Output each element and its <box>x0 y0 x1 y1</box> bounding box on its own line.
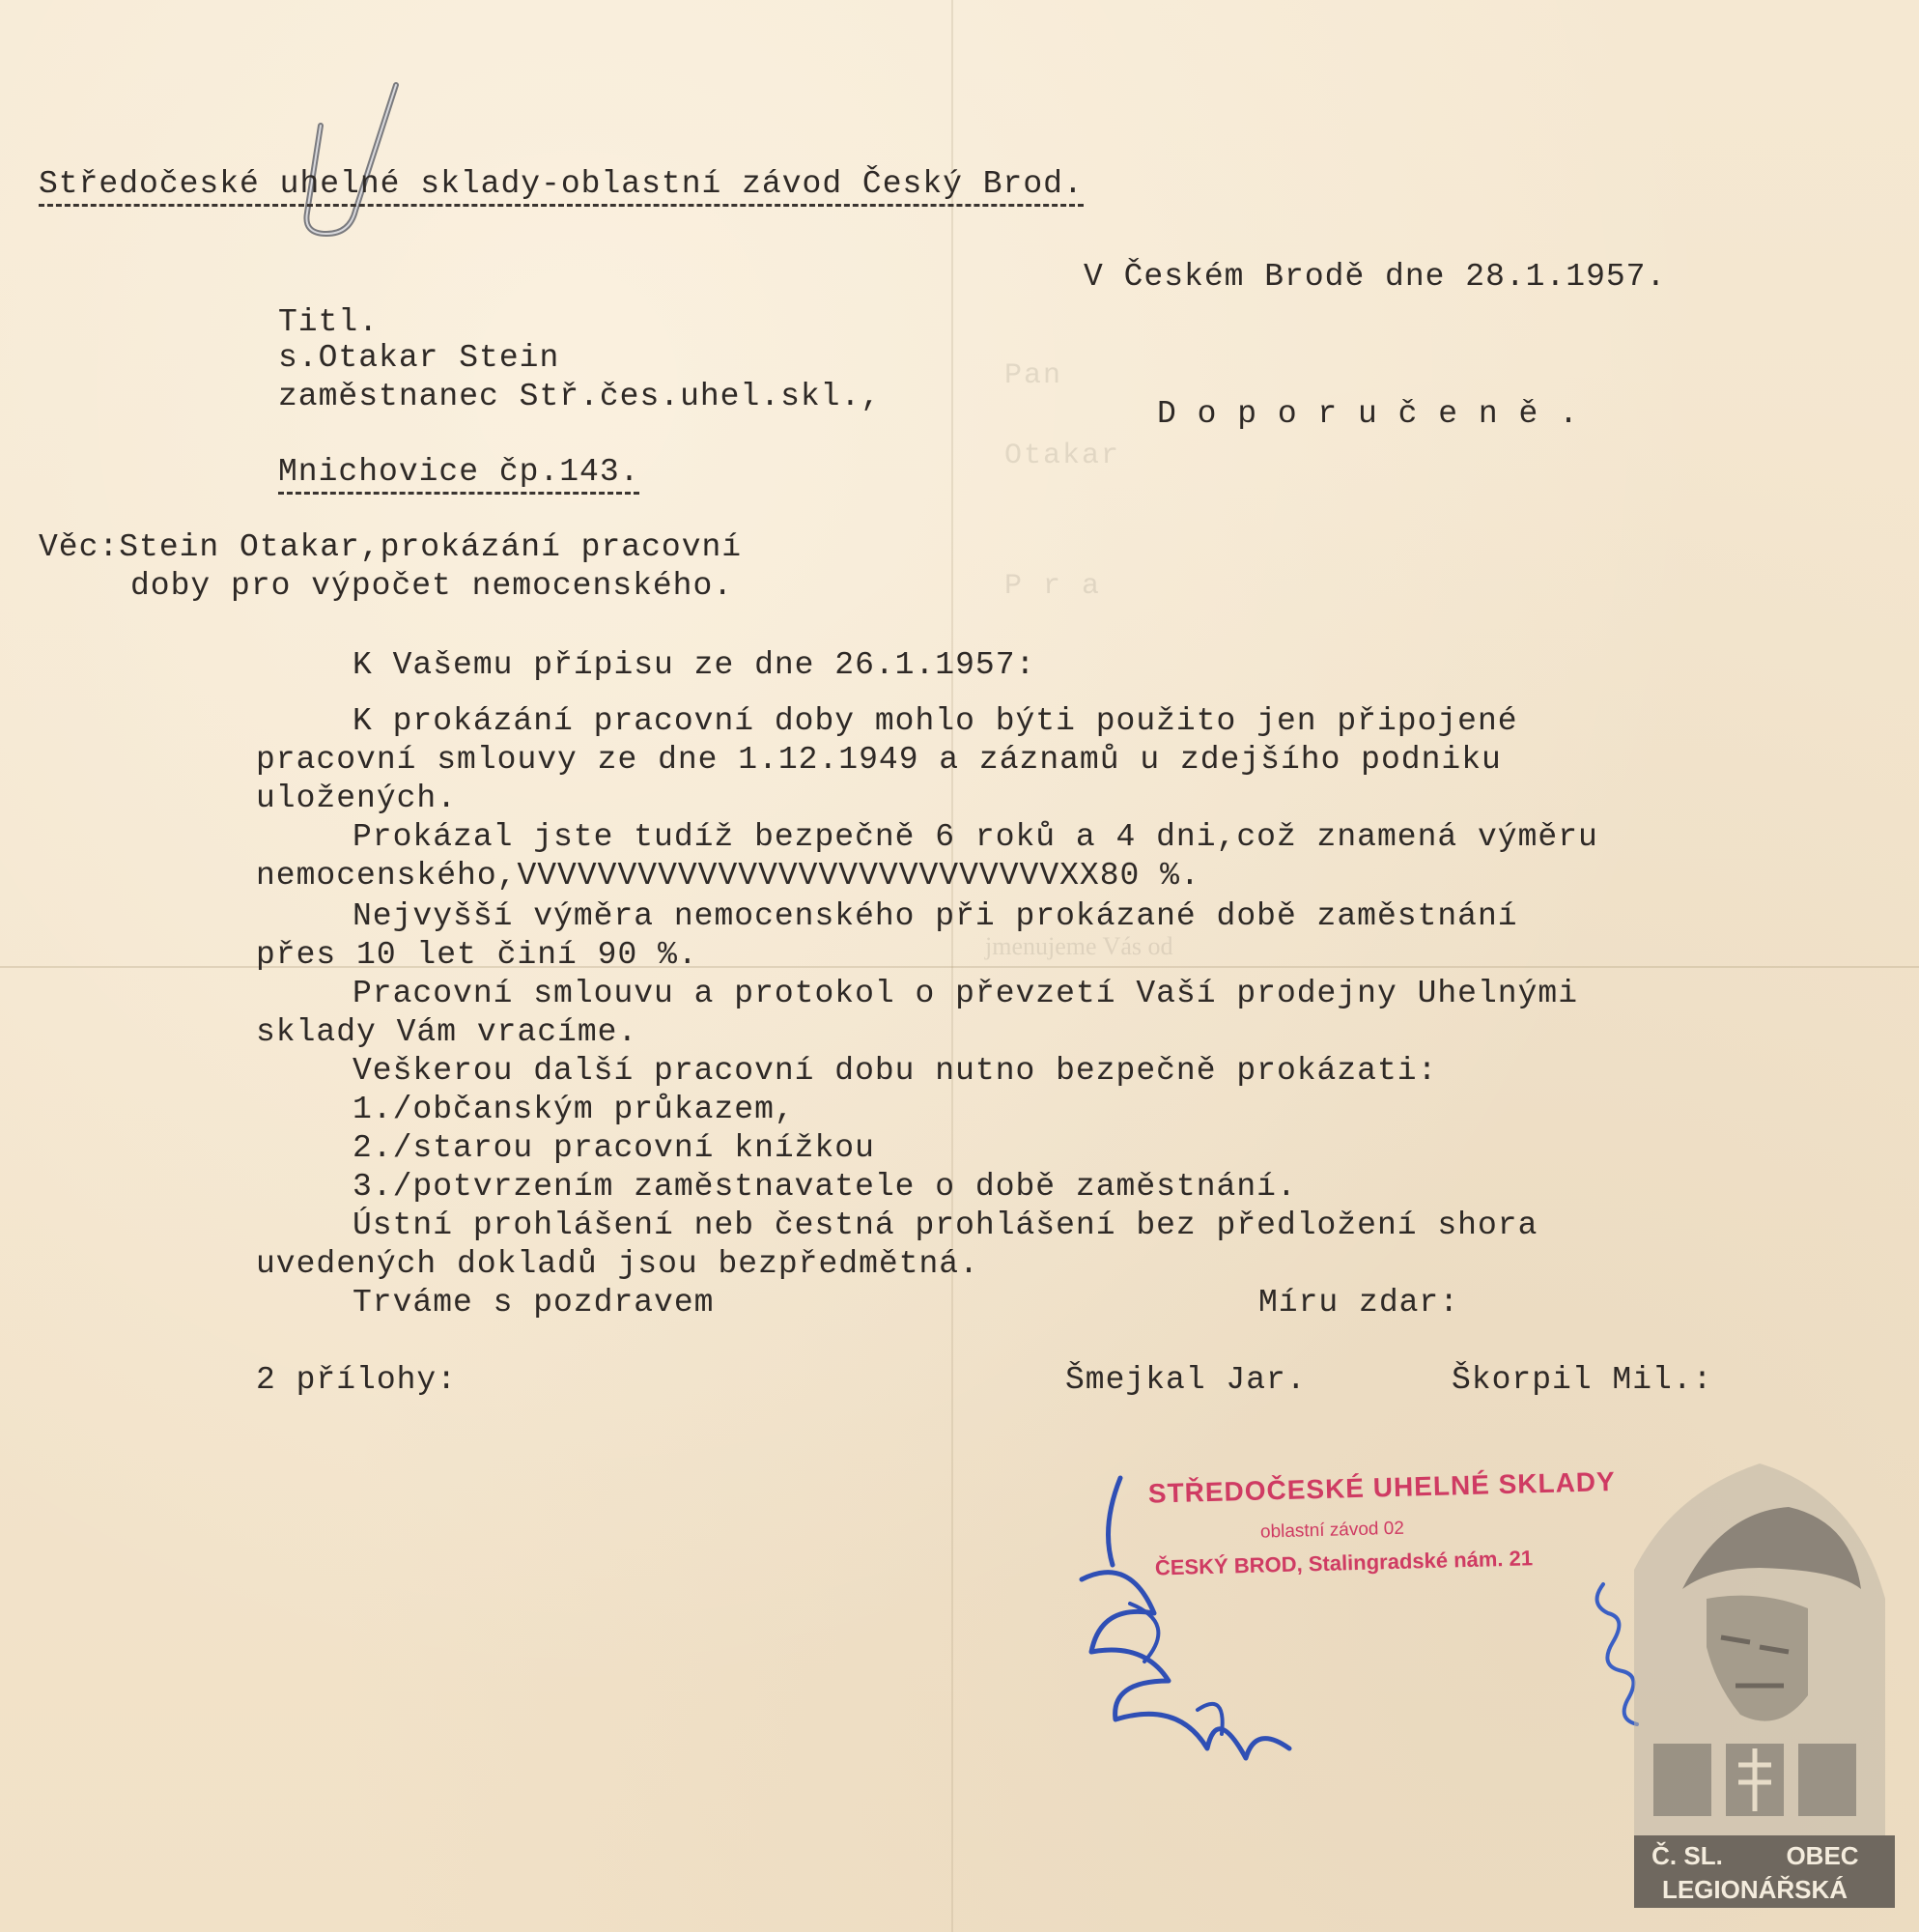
logo-text-2: OBEC <box>1786 1841 1859 1870</box>
delivery-note: D o p o r u č e n ě . <box>1157 396 1579 432</box>
body-line: Prokázal jste tudíž bezpečně 6 roků a 4 dni,což znamená výměru <box>353 819 1598 855</box>
body-line: uložených. <box>256 781 458 816</box>
body-line: K prokázání pracovní doby mohlo býti použito jen připojené <box>353 703 1518 739</box>
paper-clip-icon <box>299 68 415 242</box>
attachments-note: 2 přílohy: <box>256 1362 458 1398</box>
address-salutation: Titl. <box>278 304 380 340</box>
body-line: Pracovní smlouvu a protokol o převzetí Vaší prodejny Uhelnými <box>353 976 1578 1011</box>
closing-peace: Míru zdar: <box>1258 1285 1460 1321</box>
signatory-second: Škorpil Mil.: <box>1452 1362 1713 1398</box>
body-line: pracovní smlouvy ze dne 1.12.1949 a záznamů u zdejšího podniku <box>256 742 1502 778</box>
body-line: Nejvyšší výměra nemocenského při prokázané době zaměstnání <box>353 898 1518 934</box>
subject-line-1: Věc:Stein Otakar,prokázání pracovní <box>39 529 743 565</box>
address-city: Mnichovice čp.143. <box>278 454 639 495</box>
body-line: přes 10 let činí 90 %. <box>256 937 698 973</box>
ghost-text-jmenujeme: jmenujeme Vás od <box>985 932 1173 960</box>
body-line: Ústní prohlášení neb čestná prohlášení bez předložení shora <box>353 1208 1538 1243</box>
ghost-text-otakar: Otakar <box>1004 440 1121 472</box>
closing-greeting: Trváme s pozdravem <box>353 1285 715 1321</box>
body-line: Veškerou další pracovní dobu nutno bezpečně prokázati: <box>353 1053 1438 1089</box>
reference-line: K Vašemu přípisu ze dne 26.1.1957: <box>353 647 1036 683</box>
logo-text-1: Č. SL. <box>1651 1841 1723 1870</box>
company-header: Středočeské uhelné sklady-oblastní závod Český Brod. <box>39 166 1084 207</box>
signatory-first: Šmejkal Jar. <box>1065 1362 1307 1398</box>
stamp-line-1: STŘEDOČESKÉ UHELNÉ SKLADY <box>1147 1465 1617 1509</box>
handwritten-signature-smejkal <box>1062 1459 1352 1777</box>
body-line: sklady Vám vracíme. <box>256 1014 638 1050</box>
logo-text-3: LEGIONÁŘSKÁ <box>1661 1875 1848 1904</box>
address-name: s.Otakar Stein <box>278 340 560 376</box>
legion-emblem-logo <box>1615 1454 1895 1908</box>
subject-line-2: doby pro výpočet nemocenského. <box>130 568 734 604</box>
stamp-line-3: ČESKÝ BROD, Stalingradské nám. 21 <box>1154 1546 1534 1580</box>
list-item: 1./občanským průkazem, <box>353 1092 795 1127</box>
date-line: V Českém Brodě dne 28.1.1957. <box>1084 259 1667 295</box>
address-employment: zaměstnanec Stř.čes.uhel.skl., <box>278 379 882 414</box>
ghost-text-pan: Pan <box>1004 359 1063 392</box>
body-line: uvedených dokladů jsou bezpředmětná. <box>256 1246 979 1282</box>
list-item: 3./potvrzením zaměstnavatele o době zaměstnání. <box>353 1169 1297 1205</box>
stamp-line-2: oblastní závod 02 <box>1259 1518 1405 1543</box>
ghost-text-pra: P r a <box>1004 570 1102 603</box>
body-line-strikeover: nemocenského,VVVVVVVVVVVVVVVVVVVVVVVVVVVXX80 %. <box>256 858 1200 894</box>
paper-fold-vertical <box>951 0 953 1932</box>
list-item: 2./starou pracovní knížkou <box>353 1130 875 1166</box>
